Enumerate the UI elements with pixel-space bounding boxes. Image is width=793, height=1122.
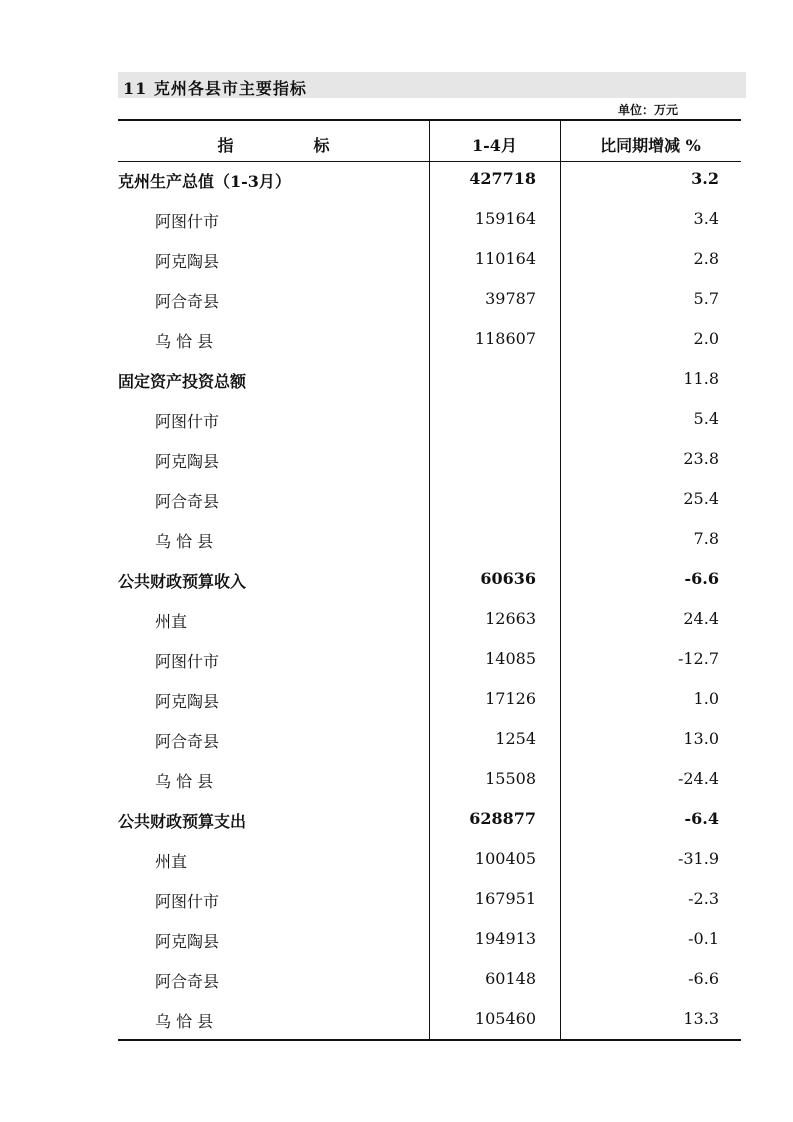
header-indicator: 指标: [217, 136, 410, 155]
row-value: 1254: [495, 729, 536, 748]
row-name: 乌 恰 县: [155, 332, 214, 351]
row-name: 乌 恰 县: [155, 1012, 214, 1031]
row-change: 13.0: [683, 729, 719, 748]
row-name: 乌 恰 县: [155, 532, 214, 551]
row-change: 25.4: [683, 489, 719, 508]
row-change: 5.4: [693, 409, 719, 428]
row-value: 159164: [474, 209, 536, 228]
table-row: [118, 609, 741, 649]
table-title: 11 克州各县市主要指标: [123, 79, 307, 98]
row-change: 5.7: [693, 289, 719, 308]
row-name: 阿图什市: [155, 212, 220, 231]
table-row: [118, 1009, 741, 1049]
table-row: [118, 969, 741, 1009]
row-change: -6.4: [684, 809, 719, 828]
row-value: 12663: [485, 609, 536, 628]
indicator-table: [118, 119, 741, 1041]
table-row: [118, 889, 741, 929]
row-change: -24.4: [677, 769, 719, 788]
row-change: 24.4: [683, 609, 719, 628]
row-value: 194913: [474, 929, 536, 948]
table-row: [118, 369, 741, 409]
row-name: 阿合奇县: [155, 732, 220, 751]
table-header: [118, 121, 741, 161]
row-name: 公共财政预算收入: [118, 572, 247, 591]
row-name: 阿克陶县: [155, 252, 220, 271]
row-value: 60148: [485, 969, 536, 988]
table-row: [118, 809, 741, 849]
table-row: [118, 689, 741, 729]
row-change: 3.4: [693, 209, 719, 228]
table-row: [118, 529, 741, 569]
row-name: 州直: [155, 852, 188, 871]
row-name: 阿图什市: [155, 412, 220, 431]
table-row: [118, 289, 741, 329]
row-name: 阿克陶县: [155, 692, 220, 711]
row-value: 39787: [485, 289, 536, 308]
table-row: [118, 409, 741, 449]
header-change: 比同期增减 %: [600, 136, 701, 155]
row-value: 628877: [469, 809, 536, 828]
row-name: 阿图什市: [155, 652, 220, 671]
table-row: [118, 489, 741, 529]
table-row: [118, 169, 741, 209]
row-change: -6.6: [688, 969, 719, 988]
table-row: [118, 329, 741, 369]
row-value: 100405: [474, 849, 536, 868]
row-value: 60636: [480, 569, 536, 588]
row-value: 105460: [474, 1009, 536, 1028]
unit-label: 单位：万元: [618, 103, 679, 117]
row-value: 427718: [469, 169, 536, 188]
row-change: 2.8: [693, 249, 719, 268]
row-name: 公共财政预算支出: [118, 812, 247, 831]
row-value: 118607: [474, 329, 536, 348]
table-row: [118, 449, 741, 489]
table-row: [118, 649, 741, 689]
row-change: -12.7: [677, 649, 719, 668]
row-value: 167951: [474, 889, 536, 908]
row-name: 阿合奇县: [155, 492, 220, 511]
row-change: 13.3: [683, 1009, 719, 1028]
row-name: 阿合奇县: [155, 292, 220, 311]
table-row: [118, 249, 741, 289]
table-row: [118, 929, 741, 969]
row-change: -6.6: [684, 569, 719, 588]
row-name: 阿克陶县: [155, 452, 220, 471]
row-name: 阿合奇县: [155, 972, 220, 991]
table-row: [118, 849, 741, 889]
row-change: 11.8: [683, 369, 719, 388]
row-change: 3.2: [691, 169, 719, 188]
table-row: [118, 209, 741, 249]
row-name: 州直: [155, 612, 188, 631]
table-body: [118, 169, 741, 1049]
header-divider: [118, 161, 741, 162]
row-change: 2.0: [693, 329, 719, 348]
row-change: 23.8: [683, 449, 719, 468]
row-name: 阿克陶县: [155, 932, 220, 951]
row-value: 17126: [485, 689, 536, 708]
row-change: -2.3: [688, 889, 719, 908]
row-change: -0.1: [688, 929, 719, 948]
row-name: 乌 恰 县: [155, 772, 214, 791]
row-change: 7.8: [693, 529, 719, 548]
row-value: 14085: [485, 649, 536, 668]
row-name: 克州生产总值（1-3月）: [118, 172, 291, 191]
row-name: 固定资产投资总额: [118, 372, 247, 391]
table-row: [118, 729, 741, 769]
row-change: 1.0: [693, 689, 719, 708]
table-row: [118, 569, 741, 609]
table-row: [118, 769, 741, 809]
header-value: 1-4月: [472, 136, 517, 155]
row-change: -31.9: [677, 849, 719, 868]
row-value: 15508: [485, 769, 536, 788]
row-value: 110164: [474, 249, 536, 268]
row-name: 阿图什市: [155, 892, 220, 911]
